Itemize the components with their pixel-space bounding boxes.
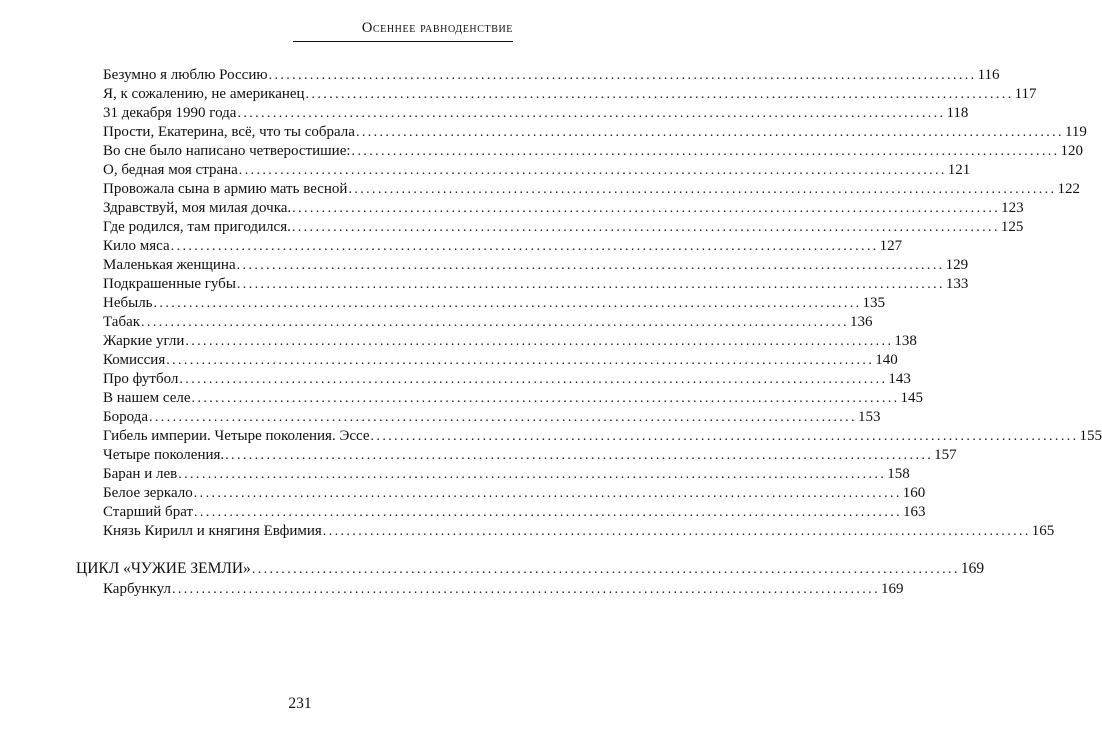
toc-entry-title: Комиссия [103, 352, 166, 368]
toc-entry-page: 140 [875, 352, 898, 368]
toc-leader-dots: ........................................................................................................................ [348, 182, 1057, 197]
toc-entry-title: Борода [103, 409, 148, 425]
toc-section-title: ЦИКЛ «ЧУЖИЕ ЗЕМЛИ» [76, 560, 251, 577]
toc-entry-title: Четыре поколения. [103, 447, 225, 463]
toc-entry [103, 484, 926, 503]
toc-entry [103, 446, 957, 465]
toc-entry-page: 118 [946, 105, 969, 121]
toc-leader-dots: ........................................................................................................................ [236, 277, 945, 292]
toc-entry [103, 275, 969, 294]
toc-leader-dots: ........................................................................................................................ [171, 582, 880, 597]
toc-entry [103, 332, 917, 351]
toc-leader-dots: ........................................................................................................................ [291, 220, 1000, 235]
toc-entry-page: 165 [1031, 523, 1055, 539]
toc-entry-page: 155 [1079, 428, 1102, 444]
toc-entry [103, 408, 881, 427]
toc-entry [103, 85, 1037, 104]
toc-section-page: 169 [960, 560, 985, 577]
toc-entry-page: 122 [1057, 181, 1080, 197]
toc-entry [103, 313, 873, 332]
toc-leader-dots: ........................................................................................................................ [237, 106, 946, 121]
page-number: 231 [288, 695, 312, 712]
toc-entry-title: Маленькая женщина [103, 257, 236, 273]
toc-entry [103, 104, 969, 123]
toc-leader-dots: ........................................................................................................................ [166, 353, 875, 368]
toc-entry-page: 163 [903, 504, 926, 520]
toc-entry [103, 256, 969, 275]
toc-entry-title: О, бедная моя страна [103, 162, 238, 178]
toc-entry-title: Жаркие угли [103, 333, 185, 349]
toc-entry-page: 135 [862, 295, 886, 311]
toc-entry [103, 522, 1055, 541]
toc-entry-page: 120 [1060, 143, 1084, 159]
toc-leader-dots: ........................................................................................................................ [179, 372, 888, 387]
toc-entry-page: 121 [947, 162, 971, 178]
toc-entry-page: 116 [977, 67, 1000, 83]
toc-entry-title: Здравствуй, моя милая дочка. [103, 200, 292, 216]
toc-entry [103, 142, 1084, 161]
toc-entry-page: 160 [902, 485, 926, 501]
toc-entry [103, 427, 1102, 446]
toc-leader-dots: ........................................................................................................................ [153, 296, 862, 311]
toc-leader-dots: ........................................................................................................................ [238, 163, 947, 178]
toc-leader-dots: ........................................................................................................................ [370, 429, 1079, 444]
toc-entry [103, 66, 1000, 85]
toc-entry-title: Прости, Екатерина, всё, что ты собрала [103, 124, 355, 140]
toc-leader-dots: ........................................................................................................................ [236, 258, 945, 273]
toc-entry-title: Про футбол [103, 371, 179, 387]
toc-entry-title: Подкрашенные губы [103, 276, 236, 292]
toc-entry-page: 158 [887, 466, 910, 482]
toc-leader-dots: ........................................................................................................................ [351, 144, 1060, 159]
toc-entry-title: Я, к сожалению, не американец [103, 86, 305, 102]
toc-entry-page: 136 [850, 314, 873, 330]
toc-entry-page: 153 [857, 409, 881, 425]
toc-entry [103, 199, 1024, 218]
toc-leader-dots: ........................................................................................................................ [268, 68, 977, 83]
toc-entry-title: В нашем селе [103, 390, 191, 406]
toc-leader-dots: ........................................................................................................................ [305, 87, 1014, 102]
toc-entry [103, 294, 886, 313]
toc-entry [103, 180, 1080, 199]
toc-entry-page: 125 [1000, 219, 1024, 235]
toc-entry [103, 161, 971, 180]
toc-entry-title: Небыль [103, 295, 153, 311]
toc-entry-page: 119 [1064, 124, 1087, 140]
toc-entry [103, 465, 910, 484]
running-header: Осеннее равноденствие [361, 20, 513, 36]
toc-entry-page: 127 [879, 238, 903, 254]
toc-leader-dots: ........................................................................................................................ [355, 125, 1064, 140]
toc-entry [103, 237, 903, 256]
header-rule [293, 41, 513, 42]
toc-entry [103, 389, 924, 408]
toc-leader-dots: ........................................................................................................................ [322, 524, 1031, 539]
toc-leader-dots: ........................................................................................................................ [170, 239, 879, 254]
toc-entry-title: Князь Кирилл и княгиня Евфимия [103, 523, 322, 539]
toc-entry [103, 370, 911, 389]
toc-entry-title: Карбункул [103, 581, 171, 597]
toc-entry-page: 157 [934, 447, 957, 463]
toc-entry-title: Во сне было написано четверостишие: [103, 143, 351, 159]
toc-entry-page: 129 [945, 257, 969, 273]
toc-entry-title: Где родился, там пригодился. [103, 219, 291, 235]
toc-entry-title: Безумно я люблю Россию [103, 67, 268, 83]
toc-entry-title: 31 декабря 1990 года [103, 105, 237, 121]
toc-entry-page: 117 [1014, 86, 1037, 102]
toc-entry-page: 138 [894, 333, 917, 349]
toc-leader-dots: ........................................................................................................................ [141, 315, 850, 330]
toc-leader-dots: ........................................................................................................................ [148, 410, 857, 425]
toc-entry-page: 145 [900, 390, 924, 406]
toc-entry [103, 123, 1087, 142]
toc-entry [103, 503, 926, 522]
toc-leader-dots: ........................................................................................................................ [191, 391, 900, 406]
toc-leader-dots: ........................................................................................................................ [251, 562, 960, 577]
toc-entry-page: 169 [880, 581, 904, 597]
toc-section-heading [76, 560, 985, 579]
toc-leader-dots: ........................................................................................................................ [193, 486, 902, 501]
toc-entry-page: 133 [945, 276, 969, 292]
toc-entry-title: Старший брат [103, 504, 194, 520]
toc-entry-title: Гибель империи. Четыре поколения. Эссе [103, 428, 370, 444]
toc-entry-title: Кило мяса [103, 238, 170, 254]
toc-leader-dots: ........................................................................................................................ [178, 467, 887, 482]
toc-entry [103, 351, 898, 370]
toc-entry-title: Баран и лев [103, 466, 178, 482]
toc-entry [103, 218, 1024, 237]
toc-leader-dots: ........................................................................................................................ [225, 448, 934, 463]
toc-leader-dots: ........................................................................................................................ [292, 201, 1001, 216]
toc-entry-title: Белое зеркало [103, 485, 193, 501]
toc-entry [103, 580, 904, 599]
toc-leader-dots: ........................................................................................................................ [185, 334, 894, 349]
toc-entry-title: Провожала сына в армию мать весной [103, 181, 348, 197]
toc-entry-page: 143 [888, 371, 911, 387]
toc-leader-dots: ........................................................................................................................ [194, 505, 903, 520]
toc-entry-title: Табак [103, 314, 141, 330]
toc-entry-page: 123 [1001, 200, 1024, 216]
